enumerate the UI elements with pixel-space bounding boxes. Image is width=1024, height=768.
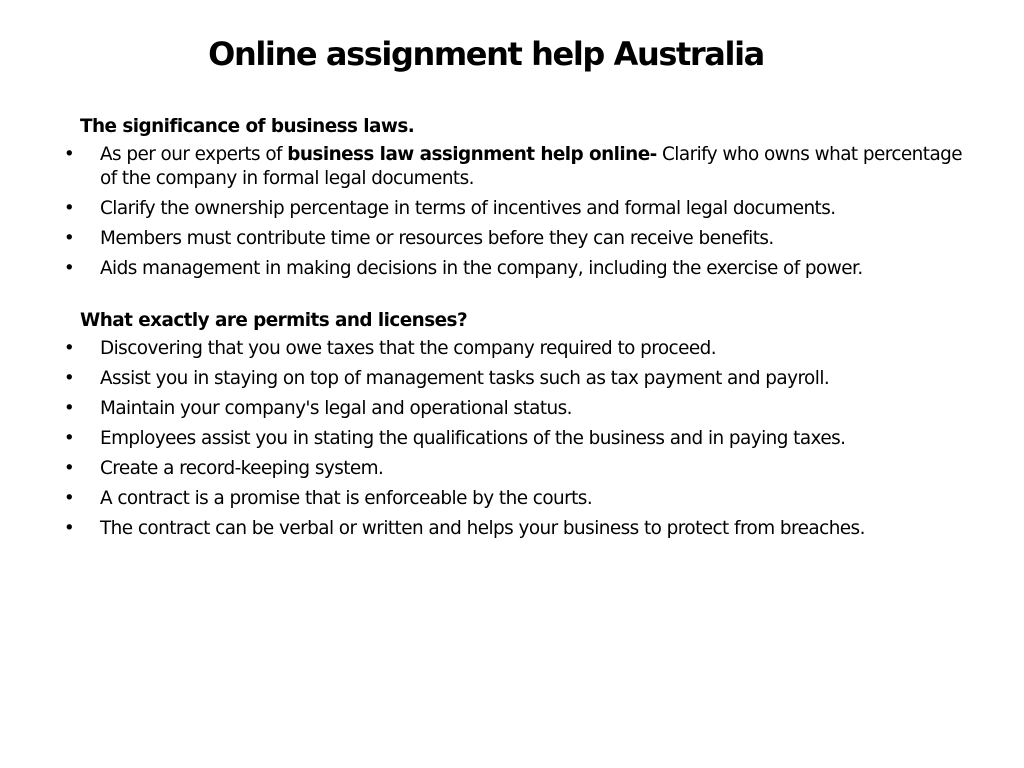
bullet-icon: • xyxy=(63,338,75,359)
list-item-text: Maintain your company's legal and operational status. xyxy=(100,398,572,419)
list-item-text-suffix: Clarify who owns what percentage of the company in formal legal documents. xyxy=(100,144,963,189)
bullet-icon: • xyxy=(63,458,75,479)
slide-body xyxy=(56,114,976,547)
list-item-text: Create a record-keeping system. xyxy=(100,458,384,479)
bullet-icon: • xyxy=(63,398,75,419)
list-item-text: Aids management in making decisions in the company, including the exercise of power. xyxy=(100,258,863,279)
list-item-text: The contract can be verbal or written and helps your business to protect from breaches. xyxy=(100,518,865,539)
list-item-text: Assist you in staying on top of management tasks such as tax payment and payroll. xyxy=(100,368,830,389)
list-item-text: Members must contribute time or resources before they can receive benefits. xyxy=(100,228,774,249)
list-item xyxy=(56,257,976,281)
bullet-icon: • xyxy=(63,368,75,389)
list-item xyxy=(56,337,976,361)
list-item xyxy=(56,457,976,481)
bullet-list-business-laws xyxy=(56,143,976,281)
list-item xyxy=(56,143,976,191)
list-item xyxy=(56,427,976,451)
list-item xyxy=(56,517,976,541)
list-item xyxy=(56,367,976,391)
list-item xyxy=(56,227,976,251)
list-item-text: Discovering that you owe taxes that the company required to proceed. xyxy=(100,338,717,359)
bullet-icon: • xyxy=(63,198,75,219)
section-heading-business-laws: The significance of business laws. xyxy=(80,116,415,137)
bullet-icon: • xyxy=(63,428,75,449)
bullet-icon: • xyxy=(63,144,75,165)
bullet-icon: • xyxy=(63,258,75,279)
list-item-text: Clarify the ownership percentage in terms of incentives and formal legal documents. xyxy=(100,198,836,219)
list-item-text: A contract is a promise that is enforceable by the courts. xyxy=(100,488,593,509)
list-item-text: Employees assist you in stating the qualifications of the business and in paying taxes. xyxy=(100,428,846,449)
bullet-icon: • xyxy=(63,228,75,249)
bullet-list-permits-licenses xyxy=(56,337,976,541)
list-item xyxy=(56,487,976,511)
slide-title: Online assignment help Australia xyxy=(208,35,764,73)
list-item xyxy=(56,397,976,421)
bullet-icon: • xyxy=(63,488,75,509)
bullet-icon: • xyxy=(63,518,75,539)
list-item-text-bold: business law assignment help online- xyxy=(287,144,657,165)
section-heading-permits-licenses: What exactly are permits and licenses? xyxy=(80,310,468,331)
list-item-text-prefix: As per our experts of xyxy=(100,144,288,165)
list-item xyxy=(56,197,976,221)
